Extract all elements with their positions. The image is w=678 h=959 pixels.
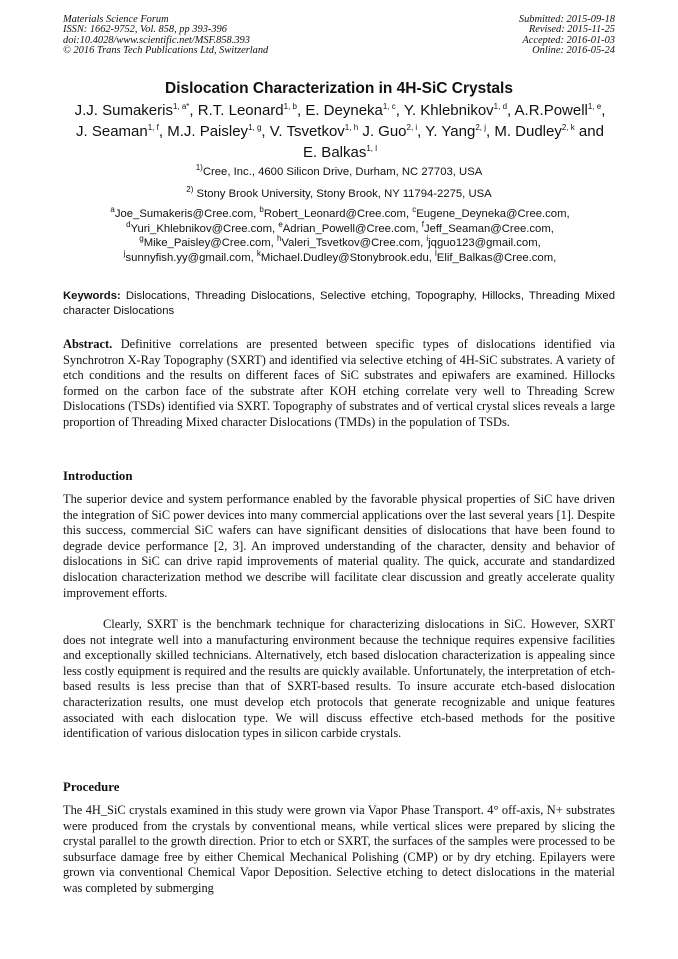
keywords-label: Keywords: (63, 290, 121, 302)
publication-dates (355, 15, 615, 56)
email[interactable]: $^f$Jeff_Seaman@Cree.com, (421, 219, 554, 235)
introduction-heading: Introduction (63, 469, 133, 483)
email[interactable]: $^h$Valeri_Tsvetkov@Cree.com, (276, 234, 427, 250)
procedure-heading: Procedure (63, 780, 120, 794)
author: J. Seaman$^{1, f}$, (76, 123, 168, 140)
affiliation-cree: $^{1)}$Cree, Inc., 4600 Silicon Drive, Durham, NC 27703, USA (195, 163, 483, 178)
keywords-text: Dislocations, Threading Dislocations, Selective etching, Topography, Hillocks, Threading Mixed character Dislocations (63, 290, 615, 317)
author: A.R.Powell$^{1, e}$, (514, 102, 606, 119)
affiliation-stony-brook: $^{2)}$ Stony Brook University, Stony Brook, NY 11794-2275, USA (186, 185, 492, 200)
copyright: © 2016 Trans Tech Publications Ltd, Switzerland (63, 44, 269, 56)
email[interactable]: $^d$Yuri_Khlebnikov@Cree.com, (126, 219, 279, 235)
author: Y. Yang$^{2, j}$, (425, 123, 495, 140)
abstract-text: Definitive correlations are presented between specific types of dislocations identified via Synchrotron X-Ray Topography (SXRT) and identified via selective etching of 4H-SiC substrates. A variety of etch conditions and the results on different faces of SiC substrates and epiwafers are examined. Hillocks formed on the carbon face of the substrate after KOH etching correlate very well to Threading Screw Dislocations (TSDs) identified via SXRT. Topography of substrates and of vertical crystal slices reveals a large proportion of Threading Mixed character Dislocations (TMDs) in the population of TSDs. (63, 337, 615, 429)
email[interactable]: $^b$Robert_Leonard@Cree.com, (259, 205, 413, 220)
email-line (50, 207, 630, 222)
procedure-paragraph-1: The 4H_SiC crystals examined in this study were grown via Vapor Phase Transport. 4° off-axis, N+ substrates were produced from the crystals by conventional means, while vertical slices were prepared by slicing the crystal parallel to the growth direction. Prior to etch or SXRT, the surfaces of the samples were processed to be subsurface damage free by either Chemical Mechanical Polishing (CMP) or by dry etching. Epilayers were grown via conventional Chemical Vapor Deposition. Selective etching to detect dislocations in the material was completed by submerging (63, 803, 615, 895)
email[interactable]: $^c$Eugene_Deyneka@Cree.com, (412, 205, 570, 220)
email-line (50, 219, 630, 237)
email[interactable]: $^k$Michael.Dudley@Stonybrook.edu, (256, 249, 436, 264)
author: E. Balkas$^{1, l}$ (302, 144, 378, 161)
author: E. Deyneka$^{1, c}$, (305, 102, 404, 119)
email[interactable]: $^e$Adrian_Powell@Cree.com, (278, 219, 422, 235)
author: M. Dudley$^{2, k}$ and (494, 123, 604, 140)
author: R.T. Leonard$^{1, b}$, (197, 102, 306, 119)
author: V. Tsvetkov$^{1, h}$ (269, 123, 359, 140)
author-list (70, 100, 610, 163)
email[interactable]: $^l$Elif_Balkas@Cree.com, (435, 249, 557, 264)
author: J. Guo$^{2, i}$, (362, 123, 426, 140)
email[interactable]: $^g$Mike_Paisley@Cree.com, (139, 234, 277, 250)
submitted-date: Submitted: 2015-09-18 (518, 14, 615, 25)
introduction-paragraph-2: Clearly, SXRT is the benchmark technique for characterizing dislocations in SiC. However, SXRT does not integrate well into a manufacturing environment because the technique requires expensive facilities and exceptionally skilled technicians. Alternatively, etch based dislocation characterization is appealing since less costly equipment is required and the results are quickly available. Unfortunately, the interpretation of etch-based results is less precise than that of SXRT-based results. To insure accurate etch-based dislocation characterization results, one must develop etch protocols that generate recognizable and unique features associated with each dislocation type. We will discuss effective etch-based methods for the positive identification of various dislocation types in silicon carbide crystals. (63, 617, 615, 741)
email-list (50, 207, 630, 265)
email[interactable]: $^i$jqguo123@gmail.com, (426, 234, 541, 250)
introduction-paragraph-1: The superior device and system performance enabled by the favorable physical properties of SiC have driven the integration of SiC power devices into many commercial applications over the last several years [1]. Despite this success, commercial SiC wafers can have significant densities of dislocations that have been found to degrade device performance [2, 3]. An improved understanding of the character, density and behavior of dislocations in SiC can drive rapid improvements of material quality. The quick, accurate and standardized dislocation characterization method we describe will facilitate clear discussion and greatly accelerate quality improvement efforts. (63, 492, 615, 600)
email-line (50, 236, 630, 251)
online-date: Online: 2016-05-24 (532, 44, 615, 56)
author: Y. Khlebnikov$^{1, d}$, (403, 102, 515, 119)
email[interactable]: $^a$Joe_Sumakeris@Cree.com, (110, 205, 260, 220)
doi[interactable]: doi:10.4028/www.scientific.net/MSF.858.393 (63, 34, 250, 46)
email-line (50, 251, 630, 266)
revised-date: Revised: 2015-11-25 (528, 24, 615, 36)
journal-info (63, 15, 363, 56)
author: M.J. Paisley$^{1, g}$, (167, 123, 270, 140)
email[interactable]: $^j$sunnyfish.yy@gmail.com, (123, 249, 257, 264)
abstract (63, 337, 615, 431)
abstract-label: Abstract. (63, 337, 113, 351)
author: J.J. Sumakeris$^{1, a*}$, (74, 102, 198, 119)
journal-name: Materials Science Forum (63, 14, 169, 25)
accepted-date: Accepted: 2016-01-03 (522, 34, 615, 46)
issn-volume: ISSN: 1662-9752, Vol. 858, pp 393-396 (63, 24, 227, 36)
paper-title: Dislocation Characterization in 4H-SiC Crystals (165, 80, 513, 97)
keywords (63, 289, 615, 319)
